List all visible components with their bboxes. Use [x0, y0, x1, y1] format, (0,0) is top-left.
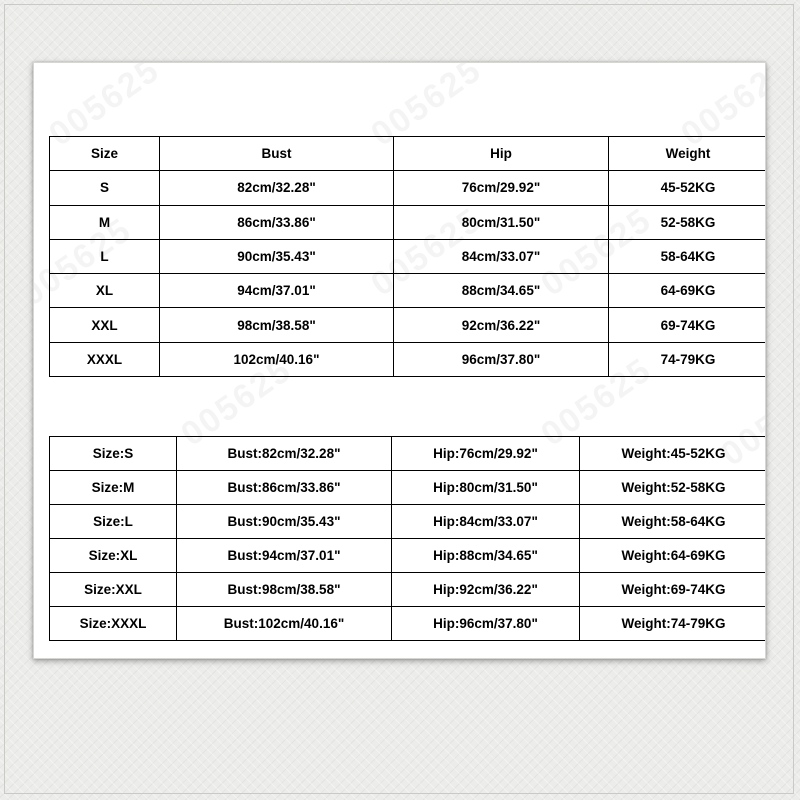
bust-cell: Bust:98cm/38.58"	[177, 573, 392, 607]
table-row	[50, 539, 767, 573]
size-cell: M	[50, 205, 160, 239]
table-row	[50, 239, 767, 273]
size-cell: S	[50, 171, 160, 205]
table-row	[50, 607, 767, 641]
size-cell: Size:L	[50, 505, 177, 539]
weight-cell: 64-69KG	[609, 274, 767, 308]
bust-cell: Bust:94cm/37.01"	[177, 539, 392, 573]
bust-cell: Bust:82cm/32.28"	[177, 437, 392, 471]
hip-cell: 84cm/33.07"	[394, 239, 609, 273]
hip-cell: Hip:80cm/31.50"	[392, 471, 580, 505]
hip-cell: 96cm/37.80"	[394, 342, 609, 376]
bust-cell: 86cm/33.86"	[160, 205, 394, 239]
weight-cell: Weight:52-58KG	[580, 471, 767, 505]
header-bust: Bust	[160, 137, 394, 171]
size-table-columns	[49, 136, 766, 377]
hip-cell: Hip:88cm/34.65"	[392, 539, 580, 573]
weight-cell: 45-52KG	[609, 171, 767, 205]
weight-cell: 58-64KG	[609, 239, 767, 273]
hip-cell: Hip:84cm/33.07"	[392, 505, 580, 539]
table-row	[50, 342, 767, 376]
bust-cell: Bust:90cm/35.43"	[177, 505, 392, 539]
weight-cell: 69-74KG	[609, 308, 767, 342]
size-cell: Size:XL	[50, 539, 177, 573]
header-size: Size	[50, 137, 160, 171]
size-cell: XXXL	[50, 342, 160, 376]
table-row	[50, 505, 767, 539]
weight-cell: Weight:74-79KG	[580, 607, 767, 641]
hip-cell: 76cm/29.92"	[394, 171, 609, 205]
hip-cell: Hip:76cm/29.92"	[392, 437, 580, 471]
table-row	[50, 308, 767, 342]
bust-cell: Bust:86cm/33.86"	[177, 471, 392, 505]
table-row	[50, 471, 767, 505]
table-row	[50, 573, 767, 607]
table-row	[50, 274, 767, 308]
hip-cell: Hip:96cm/37.80"	[392, 607, 580, 641]
table-row	[50, 205, 767, 239]
weight-cell: Weight:69-74KG	[580, 573, 767, 607]
size-table-labeled	[49, 436, 766, 641]
size-cell: XL	[50, 274, 160, 308]
table-row	[50, 171, 767, 205]
table-header-row	[50, 137, 767, 171]
bust-cell: 82cm/32.28"	[160, 171, 394, 205]
size-cell: XXL	[50, 308, 160, 342]
size-chart-panel	[33, 62, 766, 659]
table-row	[50, 437, 767, 471]
weight-cell: 52-58KG	[609, 205, 767, 239]
bust-cell: 102cm/40.16"	[160, 342, 394, 376]
bust-cell: Bust:102cm/40.16"	[177, 607, 392, 641]
size-cell: Size:XXL	[50, 573, 177, 607]
bust-cell: 90cm/35.43"	[160, 239, 394, 273]
weight-cell: Weight:58-64KG	[580, 505, 767, 539]
hip-cell: 92cm/36.22"	[394, 308, 609, 342]
size-cell: Size:XXXL	[50, 607, 177, 641]
weight-cell: Weight:64-69KG	[580, 539, 767, 573]
weight-cell: Weight:45-52KG	[580, 437, 767, 471]
header-weight: Weight	[609, 137, 767, 171]
header-hip: Hip	[394, 137, 609, 171]
size-cell: Size:S	[50, 437, 177, 471]
weight-cell: 74-79KG	[609, 342, 767, 376]
bust-cell: 98cm/38.58"	[160, 308, 394, 342]
hip-cell: 80cm/31.50"	[394, 205, 609, 239]
bust-cell: 94cm/37.01"	[160, 274, 394, 308]
hip-cell: 88cm/34.65"	[394, 274, 609, 308]
hip-cell: Hip:92cm/36.22"	[392, 573, 580, 607]
size-cell: L	[50, 239, 160, 273]
size-cell: Size:M	[50, 471, 177, 505]
